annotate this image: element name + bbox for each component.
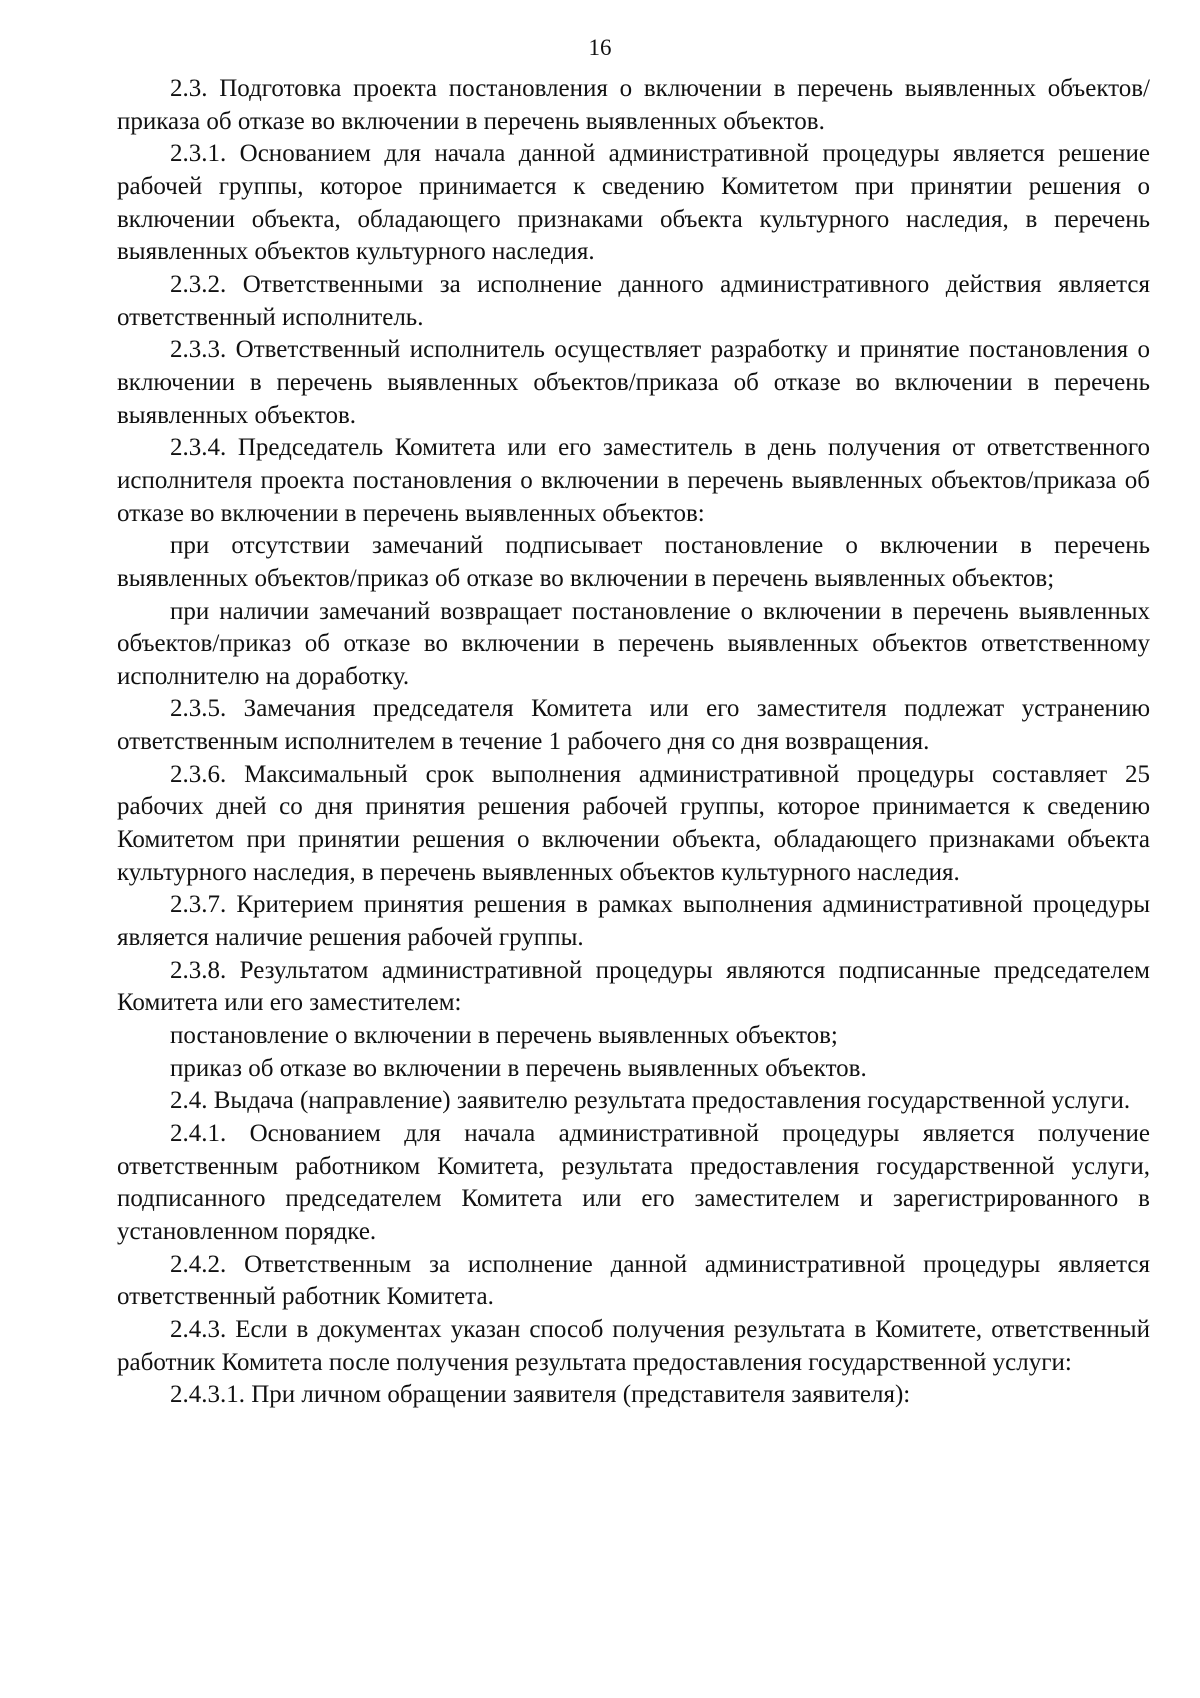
paragraph-refusal-order: приказ об отказе во включении в перечень выявленных объектов. <box>170 1054 867 1082</box>
paragraph-2-3-7: 2.3.7. Критерием принятия решения в рамках выполнения административной процедуры является наличие решения рабочей группы. <box>117 891 1150 952</box>
paragraph-2-3-1: 2.3.1. Основанием для начала данной административной процедуры является решение рабочей группы, которое принимается к сведению Комитетом при принятии решения о включении объекта, обладающего признаками объекта культурного наследия, в перечень выявленных объектов культурного наследия. <box>117 140 1150 266</box>
paragraph-2-4-3-1: 2.4.3.1. При личном обращении заявителя (представителя заявителя): <box>170 1381 911 1409</box>
document-body <box>117 73 1150 1412</box>
paragraph-resolution: постановление о включении в перечень выявленных объектов; <box>170 1022 838 1050</box>
paragraph-with-remarks: при наличии замечаний возвращает постановление о включении в перечень выявленных объектов/приказ об отказе во включении в перечень выявленных объектов ответственному исполнителю на доработку. <box>117 597 1150 690</box>
paragraph-2-3: 2.3. Подготовка проекта постановления о включении в перечень выявленных объектов/приказа об отказе во включении в перечень выявленных объектов. <box>117 75 1150 135</box>
paragraph-2-3-2: 2.3.2. Ответственными за исполнение данного административного действия является ответственный исполнитель. <box>117 270 1150 331</box>
paragraph-2-4-2: 2.4.2. Ответственным за исполнение данной административной процедуры является ответственный работник Комитета. <box>117 1250 1150 1311</box>
paragraph-2-3-5: 2.3.5. Замечания председателя Комитета или его заместителя подлежат устранению ответственным исполнителем в течение 1 рабочего дня со дня возвращения. <box>117 695 1150 756</box>
paragraph-2-3-4: 2.3.4. Председатель Комитета или его заместитель в день получения от ответственного исполнителя проекта постановления о включении в перечень выявленных объектов/приказа об отказе во включении в перечень выявленных объектов: <box>117 434 1150 527</box>
page-number: 16 <box>588 35 612 60</box>
paragraph-2-3-3: 2.3.3. Ответственный исполнитель осуществляет разработку и принятие постановления о включении в перечень выявленных объектов/приказа об отказе во включении в перечень выявленных объектов. <box>117 336 1150 429</box>
paragraph-no-remarks: при отсутствии замечаний подписывает постановление о включении в перечень выявленных объектов/приказ об отказе во включении в перечень выявленных объектов; <box>117 532 1150 592</box>
paragraph-2-3-8: 2.3.8. Результатом административной процедуры являются подписанные председателем Комитета или его заместителем: <box>117 956 1150 1017</box>
paragraph-2-4-1: 2.4.1. Основанием для начала административной процедуры является получение ответственным работником Комитета, результата предоставления государственной услуги, подписанного председателем Комитета или его заместителем и зарегистрированного в установленном порядке. <box>117 1120 1150 1245</box>
paragraph-2-4-3: 2.4.3. Если в документах указан способ получения результата в Комитете, ответственный работник Комитета после получения результата предоставления государственной услуги: <box>117 1315 1150 1376</box>
paragraph-2-3-6: 2.3.6. Максимальный срок выполнения административной процедуры составляет 25 рабочих дней со дня принятия решения рабочей группы, которое принимается к сведению Комитетом при принятии решения о включении объекта, обладающего признаками объекта культурного наследия, в перечень выявленных объектов культурного наследия. <box>117 760 1150 886</box>
paragraph-2-4: 2.4. Выдача (направление) заявителю результата предоставления государственной услуги. <box>170 1087 1131 1115</box>
